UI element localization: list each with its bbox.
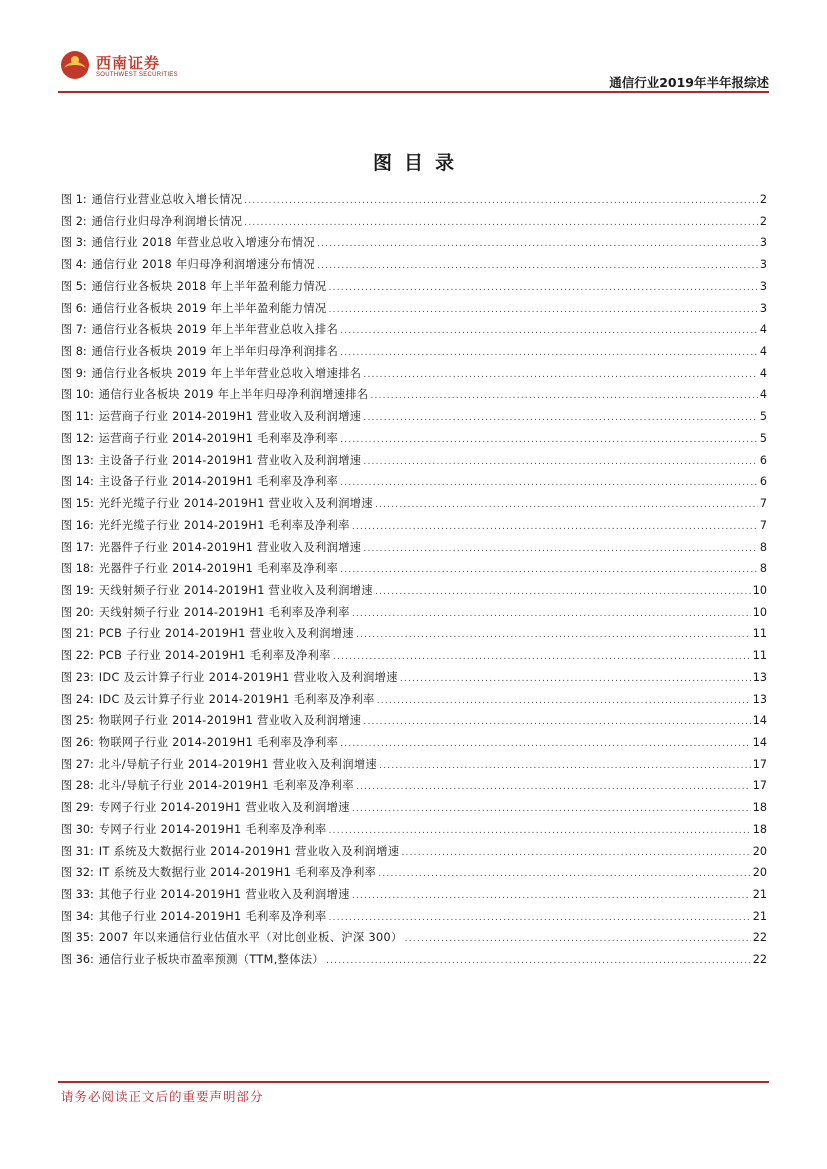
toc-entry[interactable]	[61, 951, 767, 973]
toc-entry[interactable]	[61, 278, 767, 300]
toc-leader-dots	[329, 826, 751, 836]
toc-entry-page: 3	[759, 301, 767, 315]
report-title: 通信行业2019年半年报综述	[609, 75, 769, 90]
toc-entry-page: 10	[752, 583, 767, 597]
toc-entry-title: 专网子行业 2014-2019H1 营业收入及利润增速	[98, 801, 350, 815]
page-header	[0, 0, 827, 96]
toc-leader-dots	[371, 391, 758, 401]
toc-entry-page: 7	[759, 518, 767, 532]
toc-leader-dots	[375, 500, 758, 510]
toc-leader-dots	[340, 435, 758, 445]
toc-entry-label: 图 28:	[61, 779, 94, 793]
toc-entry[interactable]	[61, 647, 767, 669]
toc-entry-title: 运营商子行业 2014-2019H1 营业收入及利润增速	[98, 410, 362, 424]
toc-entry-title: 通信行业各板块 2019 年上半年营业总收入排名	[91, 323, 339, 337]
toc-entry-title: 物联网子行业 2014-2019H1 营业收入及利润增速	[98, 714, 362, 728]
toc-entry-title: 通信行业 2018 年归母净利润增速分布情况	[91, 258, 316, 272]
toc-leader-dots	[375, 587, 751, 597]
toc-entry-title: 通信行业各板块 2019 年上半年营业总收入增速排名	[91, 366, 362, 380]
toc-entry-page: 8	[759, 540, 767, 554]
toc-leader-dots	[340, 565, 758, 575]
company-logo	[60, 50, 180, 84]
toc-entry-page: 11	[752, 649, 767, 663]
toc-entry-label: 图 2:	[61, 214, 87, 228]
toc-entry-page: 4	[759, 323, 767, 337]
toc-leader-dots	[377, 696, 751, 706]
toc-entry[interactable]	[61, 799, 767, 821]
footer-divider	[58, 1081, 769, 1083]
toc-leader-dots	[363, 413, 757, 423]
toc-leader-dots	[340, 326, 758, 336]
toc-entry[interactable]	[61, 495, 767, 517]
toc-leader-dots	[352, 891, 751, 901]
toc-entry-title: 通信行业各板块 2019 年上半年归母净利润排名	[91, 345, 339, 359]
toc-entry[interactable]	[61, 300, 767, 322]
toc-entry-page: 2	[759, 214, 767, 228]
toc-entry-label: 图 29:	[61, 801, 94, 815]
toc-entry-page: 4	[759, 345, 767, 359]
toc-leader-dots	[329, 283, 758, 293]
toc-entry-title: 北斗/导航子行业 2014-2019H1 营业收入及利润增速	[98, 757, 378, 771]
logo-chinese-name: 西南证券	[96, 54, 161, 72]
toc-entry-label: 图 31:	[61, 844, 94, 858]
toc-entry-title: 2007 年以来通信行业估值水平（对比创业板、沪深 300）	[98, 931, 403, 945]
toc-entry-label: 图 18:	[61, 562, 94, 576]
toc-entry-title: 通信行业营业总收入增长情况	[91, 193, 243, 206]
toc-entry[interactable]	[61, 365, 767, 387]
toc-leader-dots	[356, 630, 751, 640]
toc-entry-title: 天线射频子行业 2014-2019H1 营业收入及利润增速	[98, 583, 373, 597]
toc-entry[interactable]	[61, 213, 767, 235]
toc-entry-label: 图 7:	[61, 323, 87, 337]
toc-entry[interactable]	[61, 234, 767, 256]
toc-entry-label: 图 3:	[61, 236, 87, 250]
toc-entry-page: 11	[752, 627, 767, 641]
toc-entry[interactable]	[61, 929, 767, 951]
toc-entry-title: 光器件子行业 2014-2019H1 毛利率及净利率	[98, 562, 339, 576]
toc-entry-label: 图 24:	[61, 692, 94, 706]
header-divider	[58, 91, 769, 93]
toc-entry-page: 14	[752, 735, 767, 749]
toc-entry-label: 图 30:	[61, 822, 94, 836]
toc-entry-title: PCB 子行业 2014-2019H1 毛利率及净利率	[98, 649, 331, 663]
toc-entry[interactable]	[61, 343, 767, 365]
toc-entry[interactable]	[61, 256, 767, 278]
toc-leader-dots	[352, 804, 751, 814]
toc-entry-page: 20	[752, 866, 767, 880]
toc-entry-title: IDC 及云计算子行业 2014-2019H1 毛利率及净利率	[98, 692, 375, 706]
toc-leader-dots	[352, 522, 758, 532]
toc-entry[interactable]	[61, 712, 767, 734]
toc-entry-page: 5	[759, 410, 767, 424]
figure-table-of-contents	[61, 191, 767, 973]
toc-entry[interactable]	[61, 473, 767, 495]
toc-leader-dots	[340, 739, 751, 749]
toc-entry-label: 图 1:	[61, 193, 87, 206]
logo-english-name: SOUTHWEST SECURITIES	[96, 72, 178, 78]
toc-entry[interactable]	[61, 517, 767, 539]
toc-entry-title: 主设备子行业 2014-2019H1 毛利率及净利率	[98, 475, 339, 489]
toc-heading: 图目录	[372, 152, 466, 174]
toc-entry-page: 10	[752, 605, 767, 619]
toc-entry-title: 主设备子行业 2014-2019H1 营业收入及利润增速	[98, 453, 362, 467]
toc-leader-dots	[317, 239, 758, 249]
toc-entry[interactable]	[61, 756, 767, 778]
toc-entry-page: 17	[752, 779, 767, 793]
toc-entry-label: 图 20:	[61, 605, 94, 619]
toc-entry-label: 图 27:	[61, 757, 94, 771]
toc-entry-label: 图 13:	[61, 453, 94, 467]
toc-entry-title: 通信行业 2018 年营业总收入增速分布情况	[91, 236, 316, 250]
toc-entry-title: 运营商子行业 2014-2019H1 毛利率及净利率	[98, 431, 339, 445]
toc-entry-page: 17	[752, 757, 767, 771]
toc-entry[interactable]	[61, 560, 767, 582]
toc-entry-page: 18	[752, 822, 767, 836]
toc-entry-label: 图 5:	[61, 279, 87, 293]
toc-entry-label: 图 25:	[61, 714, 94, 728]
toc-entry-page: 22	[752, 931, 767, 945]
toc-entry[interactable]	[61, 669, 767, 691]
toc-entry-label: 图 10:	[61, 388, 94, 402]
toc-entry-page: 8	[759, 562, 767, 576]
toc-entry-title: PCB 子行业 2014-2019H1 营业收入及利润增速	[98, 627, 355, 641]
toc-entry-title: 通信行业子板块市盈率预测（TTM,整体法）	[98, 953, 325, 967]
toc-entry-page: 5	[759, 431, 767, 445]
toc-entry-page: 21	[752, 888, 767, 901]
toc-leader-dots	[356, 782, 751, 792]
toc-leader-dots	[401, 848, 750, 858]
toc-entry-label: 图 14:	[61, 475, 94, 489]
toc-entry[interactable]	[61, 430, 767, 452]
toc-entry[interactable]	[61, 191, 767, 213]
toc-leader-dots	[317, 261, 758, 271]
toc-entry-label: 图 16:	[61, 518, 94, 532]
toc-entry-page: 3	[759, 236, 767, 250]
toc-entry-label: 图 35:	[61, 931, 94, 945]
toc-entry[interactable]	[61, 691, 767, 713]
toc-entry-page: 18	[752, 801, 767, 815]
toc-leader-dots	[340, 348, 758, 358]
toc-entry-label: 图 8:	[61, 345, 87, 359]
footer-disclaimer: 请务必阅读正文后的重要声明部分	[61, 1089, 264, 1104]
toc-entry-label: 图 17:	[61, 540, 94, 554]
toc-entry-page: 7	[759, 497, 767, 511]
toc-entry-label: 图 22:	[61, 649, 94, 663]
toc-entry-page: 21	[752, 909, 767, 923]
toc-entry-title: 光纤光缆子行业 2014-2019H1 营业收入及利润增速	[98, 497, 373, 511]
toc-entry-label: 图 21:	[61, 627, 94, 641]
toc-entry-page: 6	[759, 475, 767, 489]
toc-entry[interactable]	[61, 582, 767, 604]
toc-entry-title: 通信行业归母净利润增长情况	[91, 214, 243, 228]
logo-mark-icon	[60, 50, 90, 80]
toc-entry-title: 其他子行业 2014-2019H1 营业收入及利润增速	[98, 888, 350, 901]
toc-entry-label: 图 15:	[61, 497, 94, 511]
toc-entry-title: 通信行业各板块 2018 年上半年盈利能力情况	[91, 279, 327, 293]
toc-leader-dots	[363, 370, 757, 380]
toc-entry[interactable]	[61, 321, 767, 343]
toc-entry-page: 4	[759, 366, 767, 380]
toc-entry-title: 专网子行业 2014-2019H1 毛利率及净利率	[98, 822, 327, 836]
toc-entry-page: 2	[759, 193, 767, 206]
toc-entry-label: 图 6:	[61, 301, 87, 315]
toc-entry-page: 20	[752, 844, 767, 858]
toc-leader-dots	[405, 934, 751, 944]
toc-entry[interactable]	[61, 843, 767, 865]
toc-entry-title: 光纤光缆子行业 2014-2019H1 毛利率及净利率	[98, 518, 350, 532]
toc-entry-label: 图 23:	[61, 670, 94, 684]
toc-entry[interactable]	[61, 539, 767, 561]
toc-entry-label: 图 19:	[61, 583, 94, 597]
toc-entry-page: 13	[752, 692, 767, 706]
toc-entry[interactable]	[61, 408, 767, 430]
toc-entry[interactable]	[61, 886, 767, 908]
toc-leader-dots	[329, 305, 758, 315]
toc-entry-label: 图 32:	[61, 866, 94, 880]
toc-entry-page: 4	[759, 388, 767, 402]
toc-entry-title: IDC 及云计算子行业 2014-2019H1 营业收入及利润增速	[98, 670, 398, 684]
toc-entry-label: 图 33:	[61, 888, 94, 901]
toc-entry[interactable]	[61, 821, 767, 843]
toc-entry-title: 物联网子行业 2014-2019H1 毛利率及净利率	[98, 735, 339, 749]
toc-leader-dots	[400, 674, 751, 684]
toc-entry-label: 图 4:	[61, 258, 87, 272]
toc-leader-dots	[363, 457, 757, 467]
toc-entry[interactable]	[61, 625, 767, 647]
toc-entry-title: 光器件子行业 2014-2019H1 营业收入及利润增速	[98, 540, 362, 554]
toc-entry[interactable]	[61, 386, 767, 408]
toc-entry-page: 3	[759, 279, 767, 293]
toc-entry-title: IT 系统及大数据行业 2014-2019H1 毛利率及净利率	[98, 866, 377, 880]
toc-entry[interactable]	[61, 908, 767, 930]
toc-entry-title: 天线射频子行业 2014-2019H1 毛利率及净利率	[98, 605, 350, 619]
toc-entry-title: 通信行业各板块 2019 年上半年盈利能力情况	[91, 301, 327, 315]
toc-entry-page: 13	[752, 670, 767, 684]
toc-entry-page: 14	[752, 714, 767, 728]
toc-entry[interactable]	[61, 452, 767, 474]
toc-entry-title: IT 系统及大数据行业 2014-2019H1 营业收入及利润增速	[98, 844, 400, 858]
toc-entry-label: 图 9:	[61, 366, 87, 380]
toc-entry[interactable]	[61, 864, 767, 886]
toc-entry[interactable]	[61, 604, 767, 626]
toc-entry[interactable]	[61, 777, 767, 799]
toc-entry-title: 其他子行业 2014-2019H1 毛利率及净利率	[98, 909, 327, 923]
toc-entry[interactable]	[61, 734, 767, 756]
toc-entry-page: 22	[752, 953, 767, 967]
toc-entry-page: 3	[759, 258, 767, 272]
toc-entry-label: 图 26:	[61, 735, 94, 749]
toc-entry-title: 通信行业各板块 2019 年上半年归母净利润增速排名	[98, 388, 369, 402]
toc-entry-label: 图 34:	[61, 909, 94, 923]
toc-leader-dots	[340, 478, 758, 488]
toc-entry-label: 图 12:	[61, 431, 94, 445]
toc-entry-label: 图 36:	[61, 953, 94, 967]
toc-leader-dots	[363, 544, 757, 554]
toc-entry-page: 6	[759, 453, 767, 467]
toc-leader-dots	[244, 218, 758, 228]
toc-leader-dots	[379, 761, 751, 771]
toc-leader-dots	[378, 869, 750, 879]
toc-entry-title: 北斗/导航子行业 2014-2019H1 毛利率及净利率	[98, 779, 354, 793]
toc-leader-dots	[333, 652, 751, 662]
toc-leader-dots	[363, 717, 750, 727]
toc-leader-dots	[329, 913, 751, 923]
toc-leader-dots	[352, 609, 751, 619]
toc-entry-label: 图 11:	[61, 410, 94, 424]
toc-leader-dots	[326, 956, 751, 966]
toc-leader-dots	[244, 196, 758, 206]
